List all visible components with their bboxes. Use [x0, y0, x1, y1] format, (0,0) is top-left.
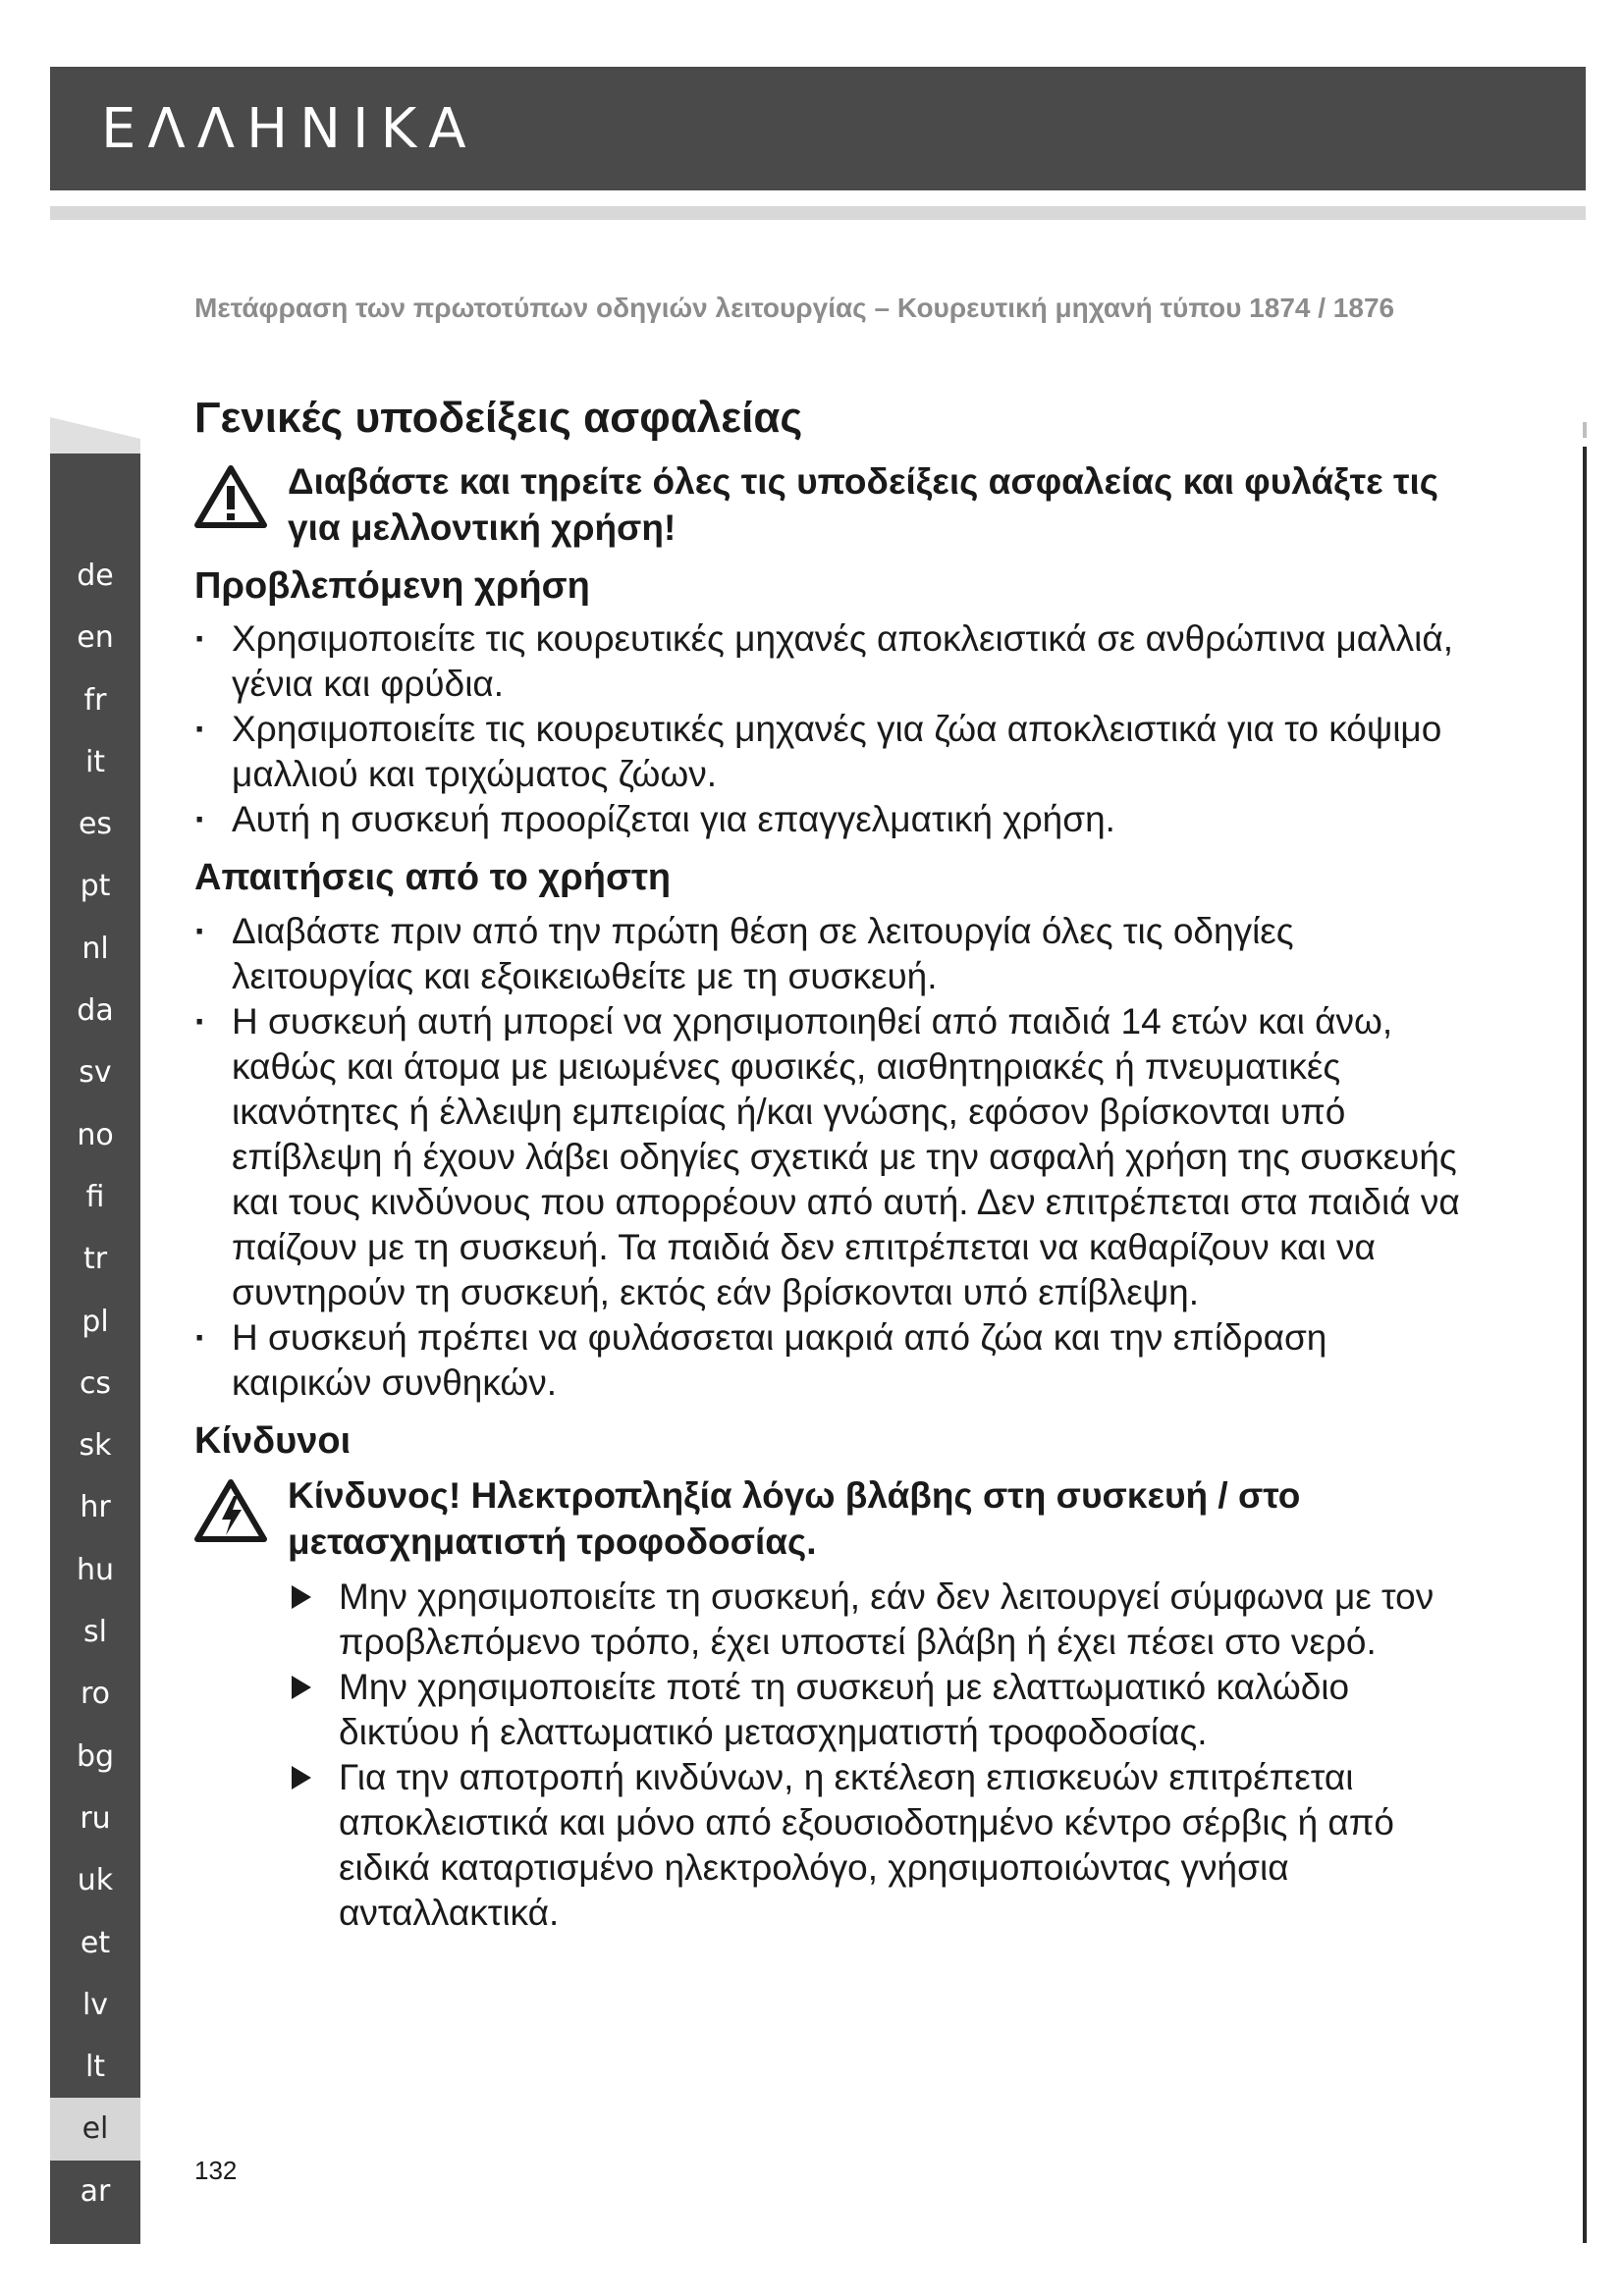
margin-tick — [1583, 422, 1587, 438]
header-stripe — [50, 206, 1586, 220]
bullet-icon: · — [194, 618, 207, 660]
dangers-list — [288, 1575, 1471, 1936]
bullet-icon: · — [194, 1316, 207, 1358]
section-title: Γενικές υποδείξεις ασφαλείας — [194, 394, 803, 442]
sidebar-item-el[interactable]: el — [50, 2098, 140, 2160]
general-warning — [194, 458, 1471, 551]
list-item — [194, 999, 1471, 1315]
sidebar-item-lv[interactable]: lv — [81, 1987, 109, 2022]
list-item — [194, 909, 1471, 999]
intended-use-list — [194, 616, 1471, 842]
list-item-text: Διαβάστε πριν από την πρώτη θέση σε λειτουργία όλες τις οδηγίες λειτουργίας και εξοικειωθείτε με τη συσκευή. — [232, 910, 1294, 996]
sidebar-item-ru[interactable]: ru — [80, 1800, 111, 1836]
sidebar-item-pt[interactable]: pt — [80, 869, 111, 904]
header-bar — [50, 67, 1586, 190]
dangers-title: Κίνδυνοι — [194, 1419, 352, 1462]
sidebar-item-hr[interactable]: hr — [80, 1490, 111, 1525]
electric-shock-warning — [194, 1472, 1471, 1565]
list-item — [194, 707, 1471, 797]
arrow-right-icon — [288, 1675, 315, 1700]
list-item-text: Χρησιμοποιείτε τις κουρευτικές μηχανές για ζώα αποκλειστικά για το κόψιμο μαλλιού και τριχώματος ζώων. — [232, 709, 1442, 795]
list-item-text: Για την αποτροπή κινδύνων, η εκτέλεση επισκευών επιτρέπεται αποκλειστικά και μόνο από εξουσιοδοτημένο κέντρο σέρβις ή από ειδικά καταρτισμένο ηλεκτρολόγο, χρησιμοποιώντας γνήσια ανταλλακτικά. — [339, 1756, 1394, 1933]
sidebar-item-hu[interactable]: hu — [76, 1552, 115, 1587]
sidebar-item-en[interactable]: en — [77, 620, 114, 656]
sidebar-item-no[interactable]: no — [77, 1117, 114, 1152]
list-item — [194, 1315, 1471, 1406]
bullet-icon: · — [194, 799, 207, 840]
bullet-icon: · — [194, 1000, 207, 1041]
list-item-text: Μην χρησιμοποιείτε τη συσκευή, εάν δεν λειτουργεί σύμφωνα με τον προβλεπόμενο τρόπο, έχει υποστεί βλάβη ή έχει πέσει στο νερό. — [339, 1575, 1435, 1662]
sidebar-item-nl[interactable]: nl — [81, 931, 109, 966]
electric-shock-warning-text: Κίνδυνος! Ηλεκτροπληξία λόγω βλάβης στη συσκευή / στο μετασχηματιστή τροφοδοσίας. — [288, 1474, 1301, 1562]
sidebar-item-da[interactable]: da — [77, 993, 114, 1029]
electric-hazard-icon — [194, 1478, 267, 1543]
list-item — [194, 616, 1471, 707]
list-item-text: Αυτή η συσκευή προορίζεται για επαγγελματική χρήση. — [232, 799, 1115, 840]
user-requirements-list — [194, 909, 1471, 1406]
user-requirements-title: Απαιτήσεις από το χρήστη — [194, 857, 672, 899]
list-item — [288, 1575, 1471, 1665]
sidebar-item-es[interactable]: es — [78, 807, 113, 842]
sidebar-item-et[interactable]: et — [80, 1925, 111, 1960]
sidebar-item-pl[interactable]: pl — [81, 1304, 109, 1339]
main-content — [194, 393, 1471, 1936]
language-sidebar — [50, 454, 140, 2244]
sidebar-item-ar[interactable]: ar — [80, 2173, 111, 2209]
sidebar-item-fi[interactable]: fi — [85, 1179, 105, 1214]
sidebar-item-lt[interactable]: lt — [84, 2050, 106, 2085]
arrow-right-icon — [288, 1765, 315, 1790]
list-item — [194, 797, 1471, 842]
sidebar-item-bg[interactable]: bg — [76, 1738, 115, 1774]
language-heading: ΕΛΛΗΝΙΚΑ — [101, 97, 478, 161]
intended-use-title: Προβλεπόμενη χρήση — [194, 564, 590, 607]
sidebar-item-uk[interactable]: uk — [77, 1863, 114, 1898]
bullet-icon: · — [194, 709, 207, 750]
sidebar-wedge — [50, 417, 140, 456]
sidebar-item-sv[interactable]: sv — [79, 1055, 112, 1091]
warning-triangle-icon — [194, 464, 267, 529]
general-warning-text: Διαβάστε και τηρείτε όλες τις υποδείξεις ασφαλείας και φυλάξτε τις για μελλοντική χρήση! — [288, 460, 1439, 548]
sidebar-item-sk[interactable]: sk — [79, 1428, 112, 1464]
bullet-icon: · — [194, 910, 207, 951]
document-subtitle: Μετάφραση των πρωτοτύπων οδηγιών λειτουργίας – Κουρευτική μηχανή τύπου 1874 / 1876 — [194, 293, 1395, 323]
margin-rule — [1583, 447, 1587, 2243]
sidebar-item-tr[interactable]: tr — [82, 1242, 108, 1277]
list-item-text: Χρησιμοποιείτε τις κουρευτικές μηχανές αποκλειστικά σε ανθρώπινα μαλλιά, γένια και φρύδια. — [232, 618, 1454, 705]
language-list — [50, 545, 140, 2222]
list-item-text: Μην χρησιμοποιείτε ποτέ τη συσκευή με ελαττωματικό καλώδιο δικτύου ή ελαττωματικό μετασχηματιστή τροφοδοσίας. — [339, 1666, 1350, 1752]
list-item — [288, 1665, 1471, 1755]
sidebar-item-sl[interactable]: sl — [83, 1615, 107, 1650]
list-item-text: Η συσκευή πρέπει να φυλάσσεται μακριά από ζώα και την επίδραση καιρικών συνθηκών. — [232, 1316, 1327, 1403]
sidebar-item-fr[interactable]: fr — [83, 682, 107, 718]
sidebar-item-ro[interactable]: ro — [80, 1677, 111, 1712]
page-number: 132 — [194, 2156, 238, 2185]
list-item — [288, 1755, 1471, 1936]
list-item-text: Η συσκευή αυτή μπορεί να χρησιμοποιηθεί από παιδιά 14 ετών και άνω, καθώς και άτομα με μειωμένες φυσικές, αισθητηριακές ή πνευματικές ικανότητες ή έλλειψη εμπειρίας ή/και γνώσης, εφόσον βρίσκονται υπό επίβλεψη ή έχουν λάβει οδηγίες σχετικά με την ασφαλή χρήση της συσκευής και τους κινδύνους που απορρέουν από αυτή. Δεν επιτρέπεται στα παιδιά να παίζουν με τη συσκευή. Τα παιδιά δεν επιτρέπεται να καθαρίζουν και να συντηρούν τη συσκευή, εκτός εάν βρίσκονται υπό επίβλεψη. — [232, 1000, 1460, 1312]
arrow-right-icon — [288, 1584, 315, 1610]
sidebar-item-de[interactable]: de — [77, 559, 114, 593]
sidebar-item-it[interactable]: it — [84, 744, 106, 779]
sidebar-item-cs[interactable]: cs — [79, 1365, 112, 1401]
